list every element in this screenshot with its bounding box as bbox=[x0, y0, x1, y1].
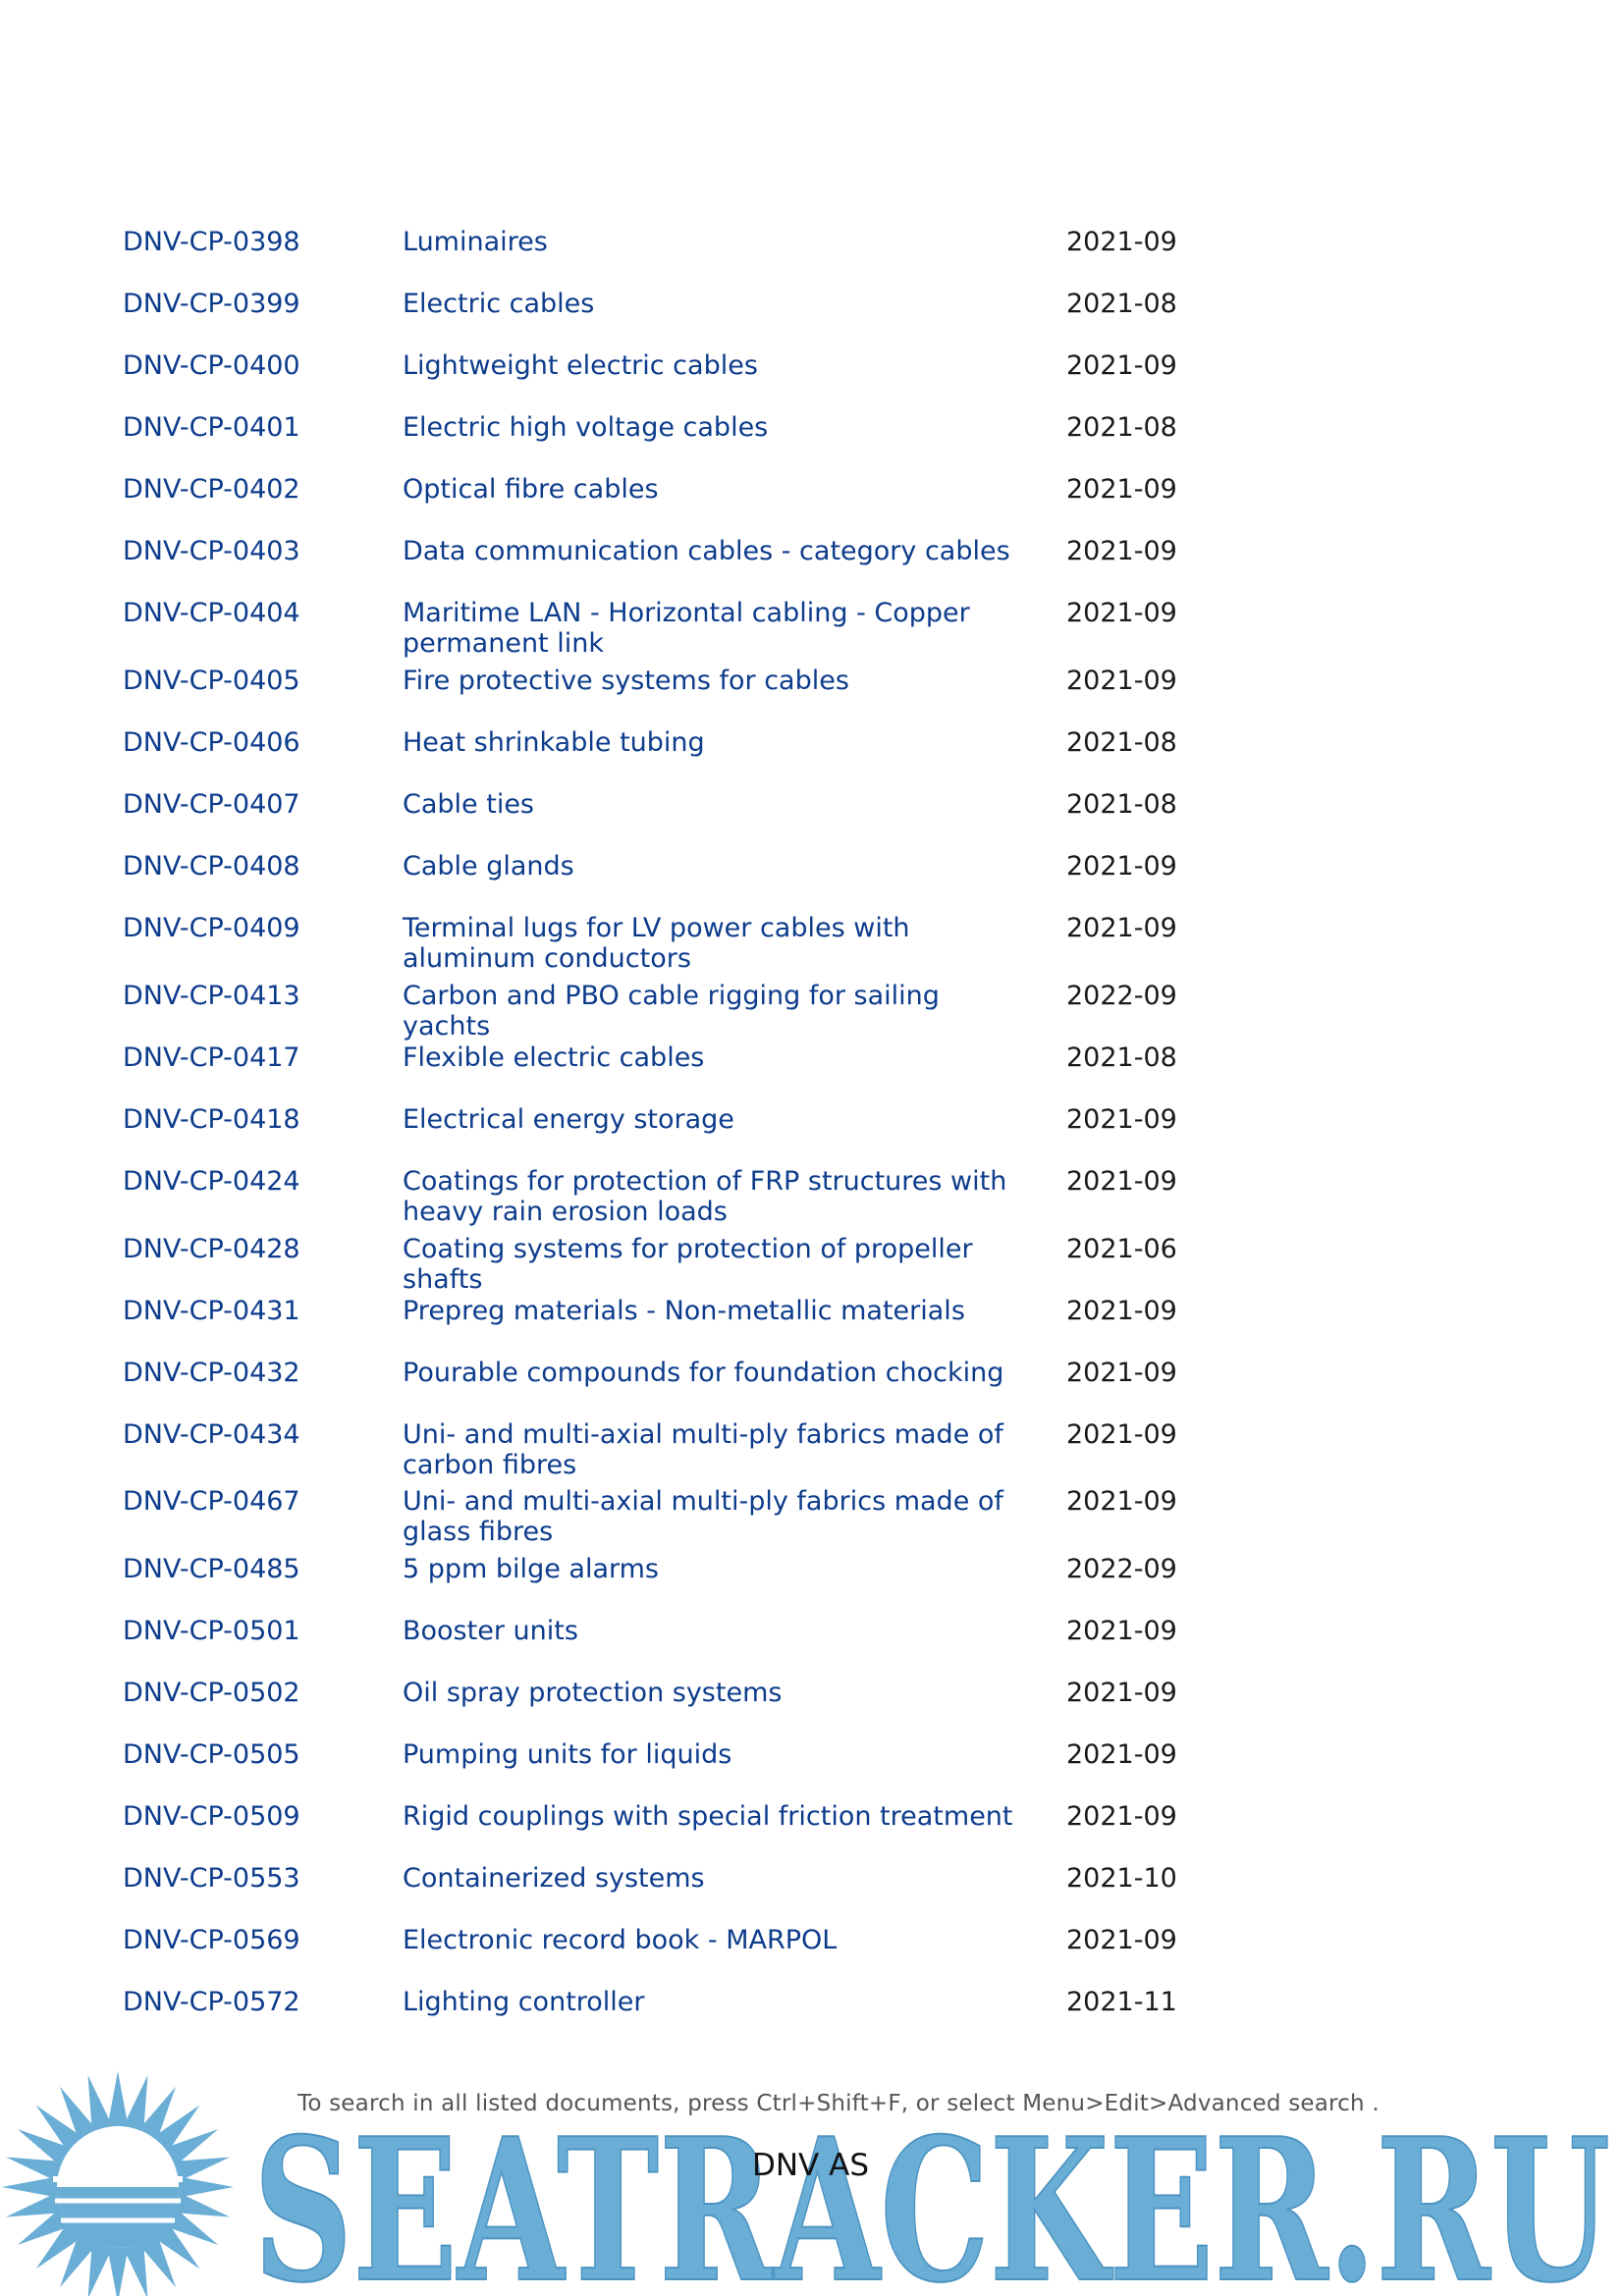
document-code-link[interactable]: DNV-CP-0400 bbox=[123, 350, 300, 381]
document-code-link[interactable]: DNV-CP-0428 bbox=[123, 1234, 300, 1264]
search-hint: To search in all listed documents, press Ctrl+Shift+F, or select Menu>Edit>Advanced search . bbox=[298, 2091, 1380, 2116]
document-date: 2022-09 bbox=[1066, 981, 1177, 1011]
document-code-link[interactable]: DNV-CP-0467 bbox=[123, 1486, 300, 1517]
document-code-link[interactable]: DNV-CP-0431 bbox=[123, 1296, 300, 1326]
document-code-link[interactable]: DNV-CP-0501 bbox=[123, 1616, 300, 1646]
document-title-link[interactable]: Electric high voltage cables bbox=[403, 412, 769, 443]
document-date: 2021-09 bbox=[1066, 350, 1177, 381]
document-code-link[interactable]: DNV-CP-0502 bbox=[123, 1678, 300, 1708]
document-title-link[interactable]: Electronic record book - MARPOL bbox=[403, 1925, 838, 1955]
document-date: 2021-09 bbox=[1066, 1616, 1177, 1646]
document-title-link[interactable]: Uni- and multi-axial multi-ply fabrics made of glass fibres bbox=[403, 1486, 1003, 1547]
document-title-link[interactable]: Cable ties bbox=[403, 789, 534, 820]
document-title-link[interactable]: Terminal lugs for LV power cables with aluminum conductors bbox=[403, 913, 910, 974]
document-title-link[interactable]: Maritime LAN - Horizontal cabling - Copper permanent link bbox=[403, 598, 970, 659]
document-date: 2021-09 bbox=[1066, 1486, 1177, 1517]
document-code-link[interactable]: DNV-CP-0413 bbox=[123, 981, 300, 1011]
document-code-link[interactable]: DNV-CP-0404 bbox=[123, 598, 300, 628]
document-code-link[interactable]: DNV-CP-0434 bbox=[123, 1419, 300, 1450]
document-title-link[interactable]: Optical fibre cables bbox=[403, 474, 659, 505]
document-code-link[interactable]: DNV-CP-0417 bbox=[123, 1042, 300, 1073]
document-title-link[interactable]: Pourable compounds for foundation chocking bbox=[403, 1358, 1004, 1388]
document-title-link[interactable]: Luminaires bbox=[403, 227, 548, 257]
document-date: 2021-09 bbox=[1066, 474, 1177, 505]
publisher-name: DNV AS bbox=[752, 2148, 870, 2183]
document-date: 2021-09 bbox=[1066, 536, 1177, 566]
document-title-link[interactable]: Carbon and PBO cable rigging for sailing yachts bbox=[403, 981, 940, 1041]
document-code-link[interactable]: DNV-CP-0432 bbox=[123, 1358, 300, 1388]
document-code-link[interactable]: DNV-CP-0405 bbox=[123, 666, 300, 696]
document-code-link[interactable]: DNV-CP-0418 bbox=[123, 1104, 300, 1135]
document-code-link[interactable]: DNV-CP-0401 bbox=[123, 412, 300, 443]
document-date: 2021-09 bbox=[1066, 1166, 1177, 1197]
sun-burst-icon bbox=[2, 2071, 234, 2296]
document-date: 2022-09 bbox=[1066, 1554, 1177, 1584]
document-date: 2021-08 bbox=[1066, 289, 1177, 319]
document-title-link[interactable]: Coating systems for protection of propeller shafts bbox=[403, 1234, 973, 1295]
document-date: 2021-11 bbox=[1066, 1987, 1177, 2017]
document-date: 2021-08 bbox=[1066, 1042, 1177, 1073]
document-code-link[interactable]: DNV-CP-0509 bbox=[123, 1801, 300, 1832]
document-date: 2021-08 bbox=[1066, 412, 1177, 443]
document-code-link[interactable]: DNV-CP-0424 bbox=[123, 1166, 300, 1197]
document-date: 2021-09 bbox=[1066, 1739, 1177, 1770]
document-title-link[interactable]: Cable glands bbox=[403, 851, 574, 881]
document-date: 2021-09 bbox=[1066, 598, 1177, 628]
document-title-link[interactable]: Coatings for protection of FRP structures with heavy rain erosion loads bbox=[403, 1166, 1007, 1227]
document-date: 2021-08 bbox=[1066, 727, 1177, 758]
document-code-link[interactable]: DNV-CP-0406 bbox=[123, 727, 300, 758]
document-title-link[interactable]: Heat shrinkable tubing bbox=[403, 727, 705, 758]
document-title-link[interactable]: Pumping units for liquids bbox=[403, 1739, 732, 1770]
document-title-link[interactable]: Rigid couplings with special friction treatment bbox=[403, 1801, 1013, 1832]
document-date: 2021-09 bbox=[1066, 1296, 1177, 1326]
document-code-link[interactable]: DNV-CP-0403 bbox=[123, 536, 300, 566]
document-code-link[interactable]: DNV-CP-0485 bbox=[123, 1554, 300, 1584]
document-title-link[interactable]: Containerized systems bbox=[403, 1863, 705, 1894]
document-date: 2021-09 bbox=[1066, 1104, 1177, 1135]
document-code-link[interactable]: DNV-CP-0402 bbox=[123, 474, 300, 505]
document-title-link[interactable]: Fire protective systems for cables bbox=[403, 666, 849, 696]
document-date: 2021-09 bbox=[1066, 1358, 1177, 1388]
document-code-link[interactable]: DNV-CP-0398 bbox=[123, 227, 300, 257]
watermark-text: SEATRACKER.RU bbox=[253, 2096, 1610, 2296]
document-code-link[interactable]: DNV-CP-0409 bbox=[123, 913, 300, 943]
document-title-link[interactable]: Lightweight electric cables bbox=[403, 350, 758, 381]
document-code-link[interactable]: DNV-CP-0408 bbox=[123, 851, 300, 881]
document-date: 2021-06 bbox=[1066, 1234, 1177, 1264]
document-title-link[interactable]: Flexible electric cables bbox=[403, 1042, 705, 1073]
document-date: 2021-09 bbox=[1066, 1925, 1177, 1955]
document-title-link[interactable]: 5 ppm bilge alarms bbox=[403, 1554, 659, 1584]
document-date: 2021-09 bbox=[1066, 913, 1177, 943]
document-title-link[interactable]: Data communication cables - category cables bbox=[403, 536, 1010, 566]
document-date: 2021-10 bbox=[1066, 1863, 1177, 1894]
document-title-link[interactable]: Prepreg materials - Non-metallic materials bbox=[403, 1296, 965, 1326]
document-code-link[interactable]: DNV-CP-0572 bbox=[123, 1987, 300, 2017]
document-date: 2021-09 bbox=[1066, 1419, 1177, 1450]
document-title-link[interactable]: Electrical energy storage bbox=[403, 1104, 734, 1135]
document-title-link[interactable]: Lighting controller bbox=[403, 1987, 645, 2017]
document-title-link[interactable]: Electric cables bbox=[403, 289, 595, 319]
document-date: 2021-09 bbox=[1066, 1678, 1177, 1708]
document-title-link[interactable]: Booster units bbox=[403, 1616, 578, 1646]
document-date: 2021-09 bbox=[1066, 851, 1177, 881]
document-code-link[interactable]: DNV-CP-0553 bbox=[123, 1863, 300, 1894]
document-date: 2021-08 bbox=[1066, 789, 1177, 820]
document-date: 2021-09 bbox=[1066, 227, 1177, 257]
document-code-link[interactable]: DNV-CP-0407 bbox=[123, 789, 300, 820]
document-code-link[interactable]: DNV-CP-0399 bbox=[123, 289, 300, 319]
document-date: 2021-09 bbox=[1066, 1801, 1177, 1832]
document-code-link[interactable]: DNV-CP-0569 bbox=[123, 1925, 300, 1955]
document-title-link[interactable]: Oil spray protection systems bbox=[403, 1678, 783, 1708]
document-code-link[interactable]: DNV-CP-0505 bbox=[123, 1739, 300, 1770]
document-date: 2021-09 bbox=[1066, 666, 1177, 696]
document-title-link[interactable]: Uni- and multi-axial multi-ply fabrics made of carbon fibres bbox=[403, 1419, 1003, 1480]
